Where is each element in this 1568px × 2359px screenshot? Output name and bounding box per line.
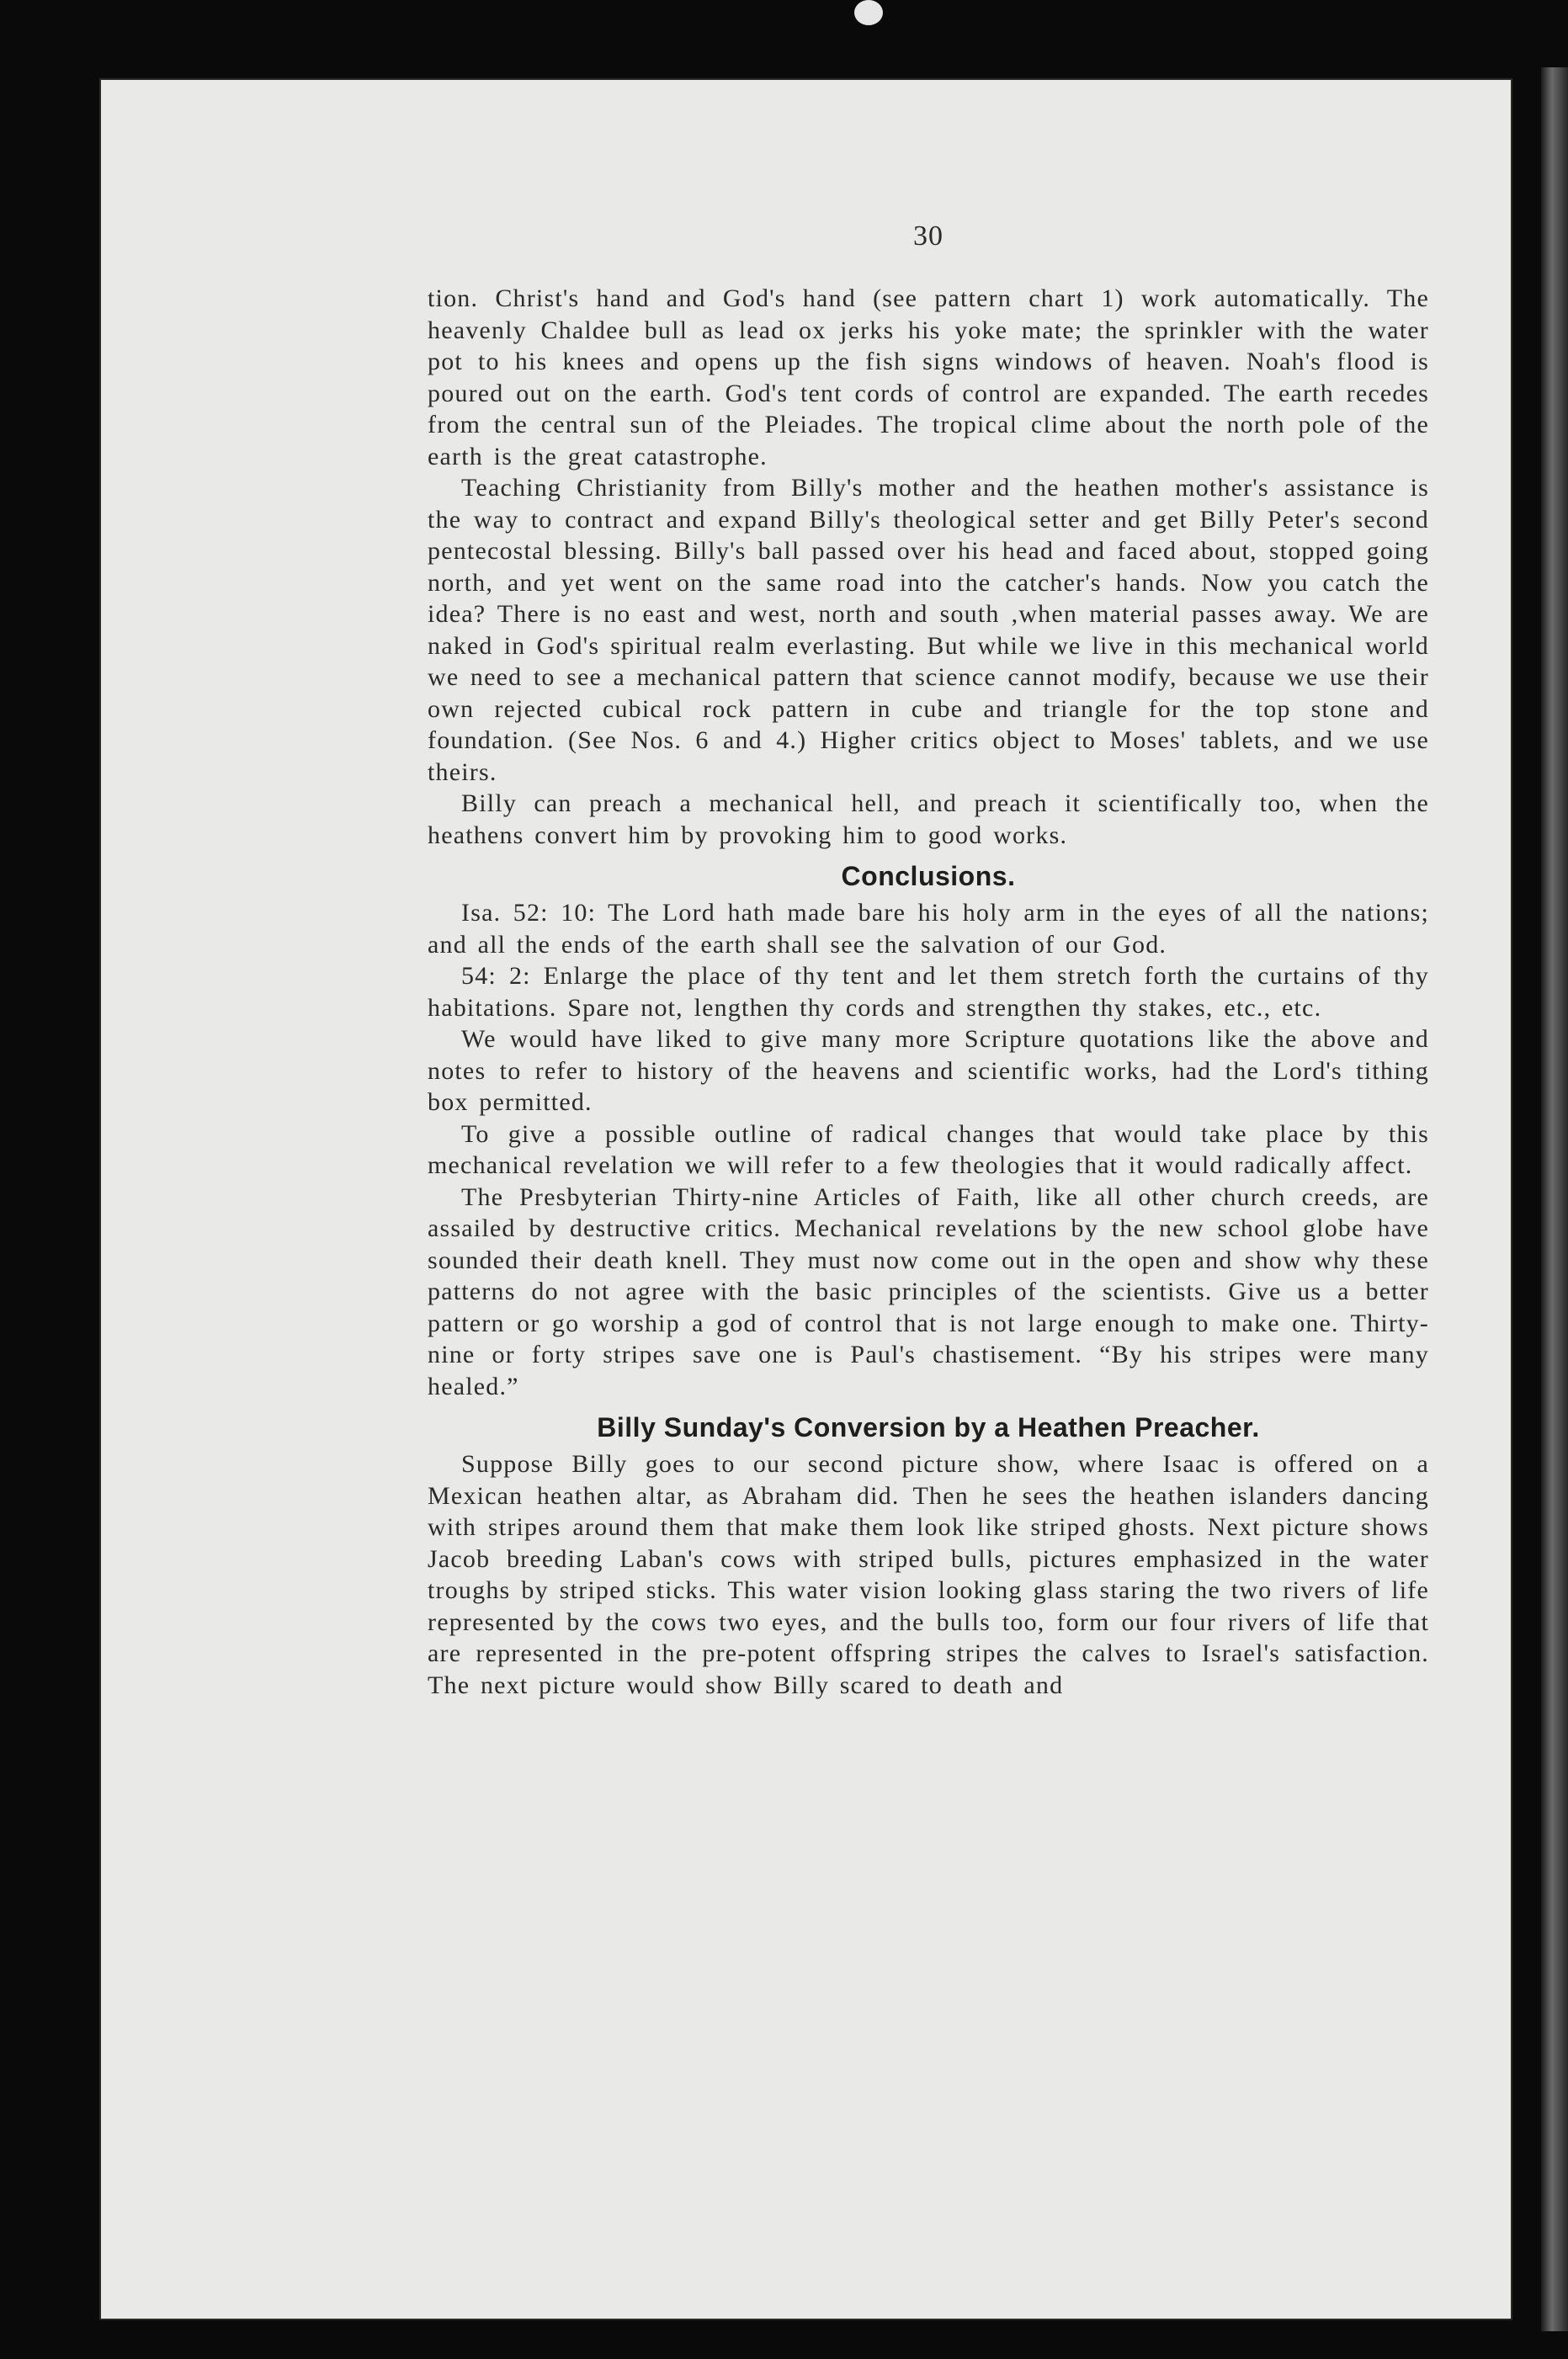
paragraph: Suppose Billy goes to our second picture show, where Isaac is offered on a Mexican heathen altar, as Abraham did. Then he sees the heathen islanders dancing with stripes around them that make them look like striped ghosts. Next picture shows Jacob breeding Laban's cows with striped bulls, pictures emphasized in the water troughs by striped sticks. This water vision looking glass staring the two rivers of life represented by the cows two eyes, and the bulls too, form our four rivers of life that are represented in the pre-potent offspring stripes the calves to Israel's satisfaction. The next picture would show Billy scared to death and: [428, 1450, 1429, 1699]
paragraph: Teaching Christianity from Billy's mother and the heathen mother's assistance is the way to contract and expand Billy's theological setter and get Billy Peter's second pentecostal blessing. Billy's ball passed over his head and faced about, stopped going north, and yet went on the same road into the catcher's hands. Now you catch the idea? There is no east and west, north and south ,when material passes away. We are naked in God's spiritual realm everlasting. But while we live in this mechanical world we need to see a mechanical pattern that science cannot modify, because we use their own rejected cubical rock pattern in cube and triangle for the top stone and foundation. (See Nos. 6 and 4.) Higher critics object to Moses' tablets, and we use theirs.: [428, 474, 1429, 786]
page-edge-shadow: [1541, 67, 1568, 2331]
paragraph: tion. Christ's hand and God's hand (see pattern chart 1) work automatically. The heavenly Chaldee bull as lead ox jerks his yoke mate; the sprinkler with the water pot to his knees and opens up the fish signs windows of heaven. Noah's flood is poured out on the earth. God's tent cords of control are expanded. The earth recedes from the central sun of the Pleiades. The tropical clime about the north pole of the earth is the great catastrophe.: [428, 284, 1429, 470]
scan-blemish: [854, 0, 883, 25]
paragraph: We would have liked to give many more Scripture quotations like the above and notes to refer to history of the heavens and scientific works, had the Lord's tithing box permitted.: [428, 1025, 1429, 1116]
section-heading-conversion: Billy Sunday's Conversion by a Heathen Preacher.: [597, 1412, 1260, 1442]
paragraph: 54: 2: Enlarge the place of thy tent and let them stretch forth the curtains of thy habitations. Spare not, lengthen thy cords and strengthen thy stakes, etc., etc.: [428, 962, 1429, 1022]
paragraph: Billy can preach a mechanical hell, and preach it scientifically too, when the heathens convert him by provoking him to good works.: [428, 789, 1429, 849]
paragraph: To give a possible outline of radical changes that would take place by this mechanical revelation we will refer to a few theologies that it would radically affect.: [428, 1119, 1429, 1179]
page-content: [428, 220, 1429, 1701]
body-text-part1: [428, 283, 1429, 851]
section-heading-conclusions: Conclusions.: [841, 861, 1016, 891]
body-text-part3: [428, 1448, 1429, 1701]
page-number: 30: [913, 220, 943, 252]
body-text-part2: [428, 897, 1429, 1402]
paragraph: Isa. 52: 10: The Lord hath made bare his holy arm in the eyes of all the nations; and all the ends of the earth shall see the salvation of our God.: [428, 899, 1429, 959]
paragraph: The Presbyterian Thirty-nine Articles of Faith, like all other church creeds, are assailed by destructive critics. Mechanical revelations by the new school globe have sounded their death knell. They must now come out in the open and show why these patterns do not agree with the basic principles of the scientists. Give us a better pattern or go worship a god of control that is not large enough to make one. Thirty-nine or forty stripes save one is Paul's chastisement. “By his stripes were many healed.”: [428, 1182, 1429, 1400]
